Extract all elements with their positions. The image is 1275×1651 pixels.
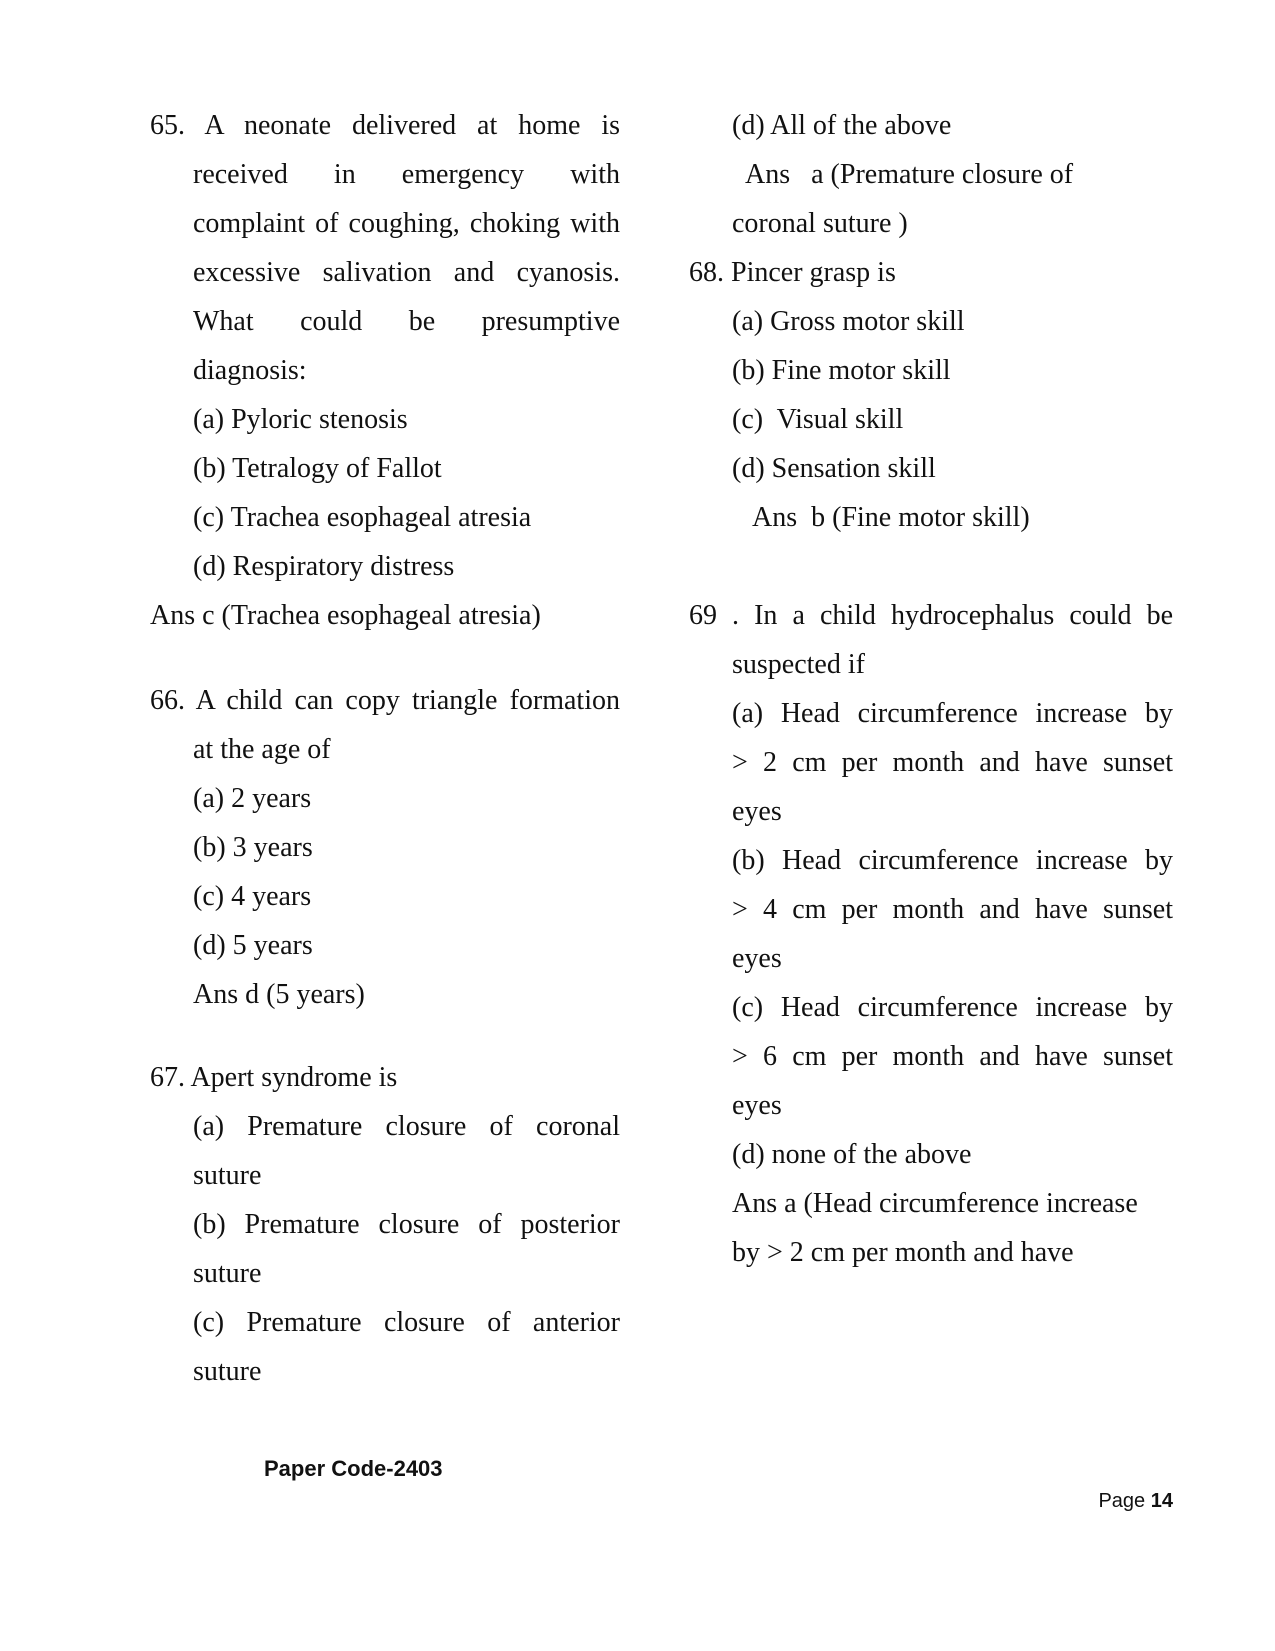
question-67-stem-line: 67. Apert syndrome is xyxy=(150,1062,398,1093)
question-68-answer: Ans b (Fine motor skill) xyxy=(752,502,1030,533)
question-68-option-b: (b) Fine motor skill xyxy=(732,355,951,386)
question-69-option-b-cont: > 4 cm per month and have sunset xyxy=(732,894,1173,925)
question-68-option-a: (a) Gross motor skill xyxy=(732,306,965,337)
question-65-option-b: (b) Tetralogy of Fallot xyxy=(193,453,442,484)
question-67-answer: Ans a (Premature closure of xyxy=(745,159,1074,190)
question-65-stem-line: complaint of coughing, choking with xyxy=(193,208,620,239)
question-66-option-b: (b) 3 years xyxy=(193,832,313,863)
question-69-option-c: (c) Head circumference increase by xyxy=(732,992,1173,1023)
question-67-option-c-cont: suture xyxy=(193,1356,262,1387)
question-67-option-d: (d) All of the above xyxy=(732,110,952,141)
question-69-option-d: (d) none of the above xyxy=(732,1139,972,1170)
question-67-option-a-cont: suture xyxy=(193,1160,262,1191)
question-66-option-c: (c) 4 years xyxy=(193,881,312,912)
question-66-option-d: (d) 5 years xyxy=(193,930,313,961)
question-65-stem-line: received in emergency with xyxy=(193,159,620,190)
page-label: Page xyxy=(1098,1490,1146,1512)
question-69-option-a-cont: > 2 cm per month and have sunset xyxy=(732,747,1173,778)
question-68-option-c: (c) Visual skill xyxy=(732,404,904,435)
question-67-option-a: (a) Premature closure of coronal xyxy=(193,1111,620,1142)
question-68-stem-line: 68. Pincer grasp is xyxy=(689,257,896,288)
question-65-answer: Ans c (Trachea esophageal atresia) xyxy=(150,600,541,631)
question-66-stem-line: 66. A child can copy triangle formation xyxy=(150,685,620,716)
paper-code: Paper Code-2403 xyxy=(264,1456,443,1481)
question-66-answer: Ans d (5 years) xyxy=(193,979,365,1010)
question-69-option-c-cont: eyes xyxy=(732,1090,782,1121)
question-65-option-d: (d) Respiratory distress xyxy=(193,551,455,582)
question-67-option-b-cont: suture xyxy=(193,1258,262,1289)
question-69-stem-line: suspected if xyxy=(732,649,865,680)
question-66-stem-line: at the age of xyxy=(193,734,331,765)
question-69-option-a-cont: eyes xyxy=(732,796,782,827)
question-69-answer-cont: by > 2 cm per month and have xyxy=(732,1237,1074,1268)
question-65-stem-line: 65. A neonate delivered at home is xyxy=(150,110,620,141)
question-68-option-d: (d) Sensation skill xyxy=(732,453,936,484)
question-66-option-a: (a) 2 years xyxy=(193,783,312,814)
question-69-option-a: (a) Head circumference increase by xyxy=(732,698,1173,729)
question-65-option-a: (a) Pyloric stenosis xyxy=(193,404,408,435)
question-67-option-b: (b) Premature closure of posterior xyxy=(193,1209,620,1240)
question-67-option-c: (c) Premature closure of anterior xyxy=(193,1307,620,1338)
question-65-stem-line: diagnosis: xyxy=(193,355,307,386)
question-65-stem-line: excessive salivation and cyanosis. xyxy=(193,257,620,288)
question-69-option-b: (b) Head circumference increase by xyxy=(732,845,1173,876)
question-69-answer: Ans a (Head circumference increase xyxy=(732,1188,1138,1219)
question-67-answer-cont: coronal suture ) xyxy=(732,208,908,239)
question-69-stem-line: 69 . In a child hydrocephalus could be xyxy=(689,600,1173,631)
question-69-option-c-cont: > 6 cm per month and have sunset xyxy=(732,1041,1173,1072)
question-69-option-b-cont: eyes xyxy=(732,943,782,974)
page-number-value: 14 xyxy=(1150,1490,1173,1512)
page-number xyxy=(1098,1490,1173,1513)
question-65-option-c: (c) Trachea esophageal atresia xyxy=(193,502,532,533)
question-65-stem-line: What could be presumptive xyxy=(193,306,620,337)
